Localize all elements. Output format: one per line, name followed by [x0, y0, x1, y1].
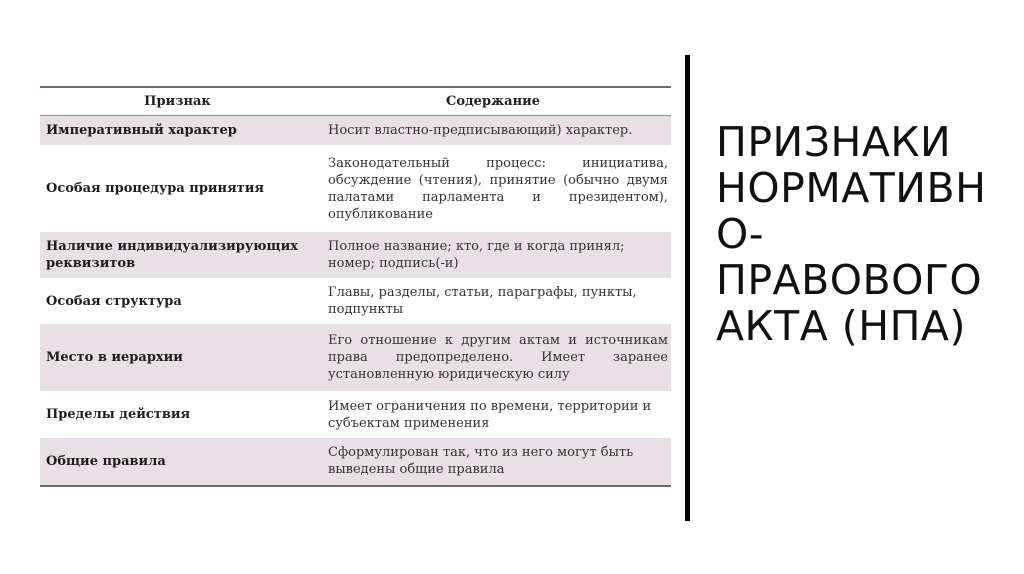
row-feature-desc: Его отношение к другим актам и источникам права предопределено. Имеет заранее установленную юридическую силу: [315, 324, 671, 392]
table-row: [40, 116, 671, 146]
header-feature: Признак: [40, 87, 315, 116]
row-feature-desc: Сформулирован так, что из него могут быть выведены общие правила: [315, 438, 671, 486]
title-line: ПРАВОВОГО: [716, 256, 983, 304]
row-feature-name: Наличие индивидуализирующих реквизитов: [40, 232, 315, 279]
row-feature-name: Место в иерархии: [40, 324, 315, 392]
title-line: ПРИЗНАКИ: [716, 118, 952, 166]
row-feature-name: Особая структура: [40, 279, 315, 324]
table-row: [40, 232, 671, 279]
row-feature-desc: Имеет ограничения по времени, территории и субъектам применения: [315, 392, 671, 438]
row-feature-name: Общие правила: [40, 438, 315, 486]
vertical-divider: [685, 55, 690, 521]
header-content: Содержание: [315, 87, 671, 116]
slide-title: [716, 119, 1016, 349]
row-feature-desc: Главы, разделы, статьи, параграфы, пункты, подпункты: [315, 279, 671, 324]
table-row: [40, 279, 671, 324]
title-line: О-: [716, 210, 765, 258]
row-feature-name: Императивный характер: [40, 116, 315, 146]
table-row: [40, 438, 671, 486]
row-feature-desc: Полное название; кто, где и когда принял; номер; подпись(-и): [315, 232, 671, 279]
row-feature-name: Пределы действия: [40, 392, 315, 438]
title-line: НОРМАТИВН: [716, 164, 987, 212]
features-table: [40, 86, 671, 487]
table-row: [40, 392, 671, 438]
table-row: [40, 146, 671, 232]
features-table-container: [40, 86, 671, 487]
table-header-row: [40, 87, 671, 116]
table-row: [40, 324, 671, 392]
row-feature-desc: Носит властно-предписывающий) характер.: [315, 116, 671, 146]
row-feature-name: Особая процедура принятия: [40, 146, 315, 232]
row-feature-desc: Законодательный процесс: инициатива, обсуждение (чтения), принятие (обычно двумя палатами парламента и президентом), опубликование: [315, 146, 671, 232]
title-line: АКТА (НПА): [716, 302, 966, 350]
